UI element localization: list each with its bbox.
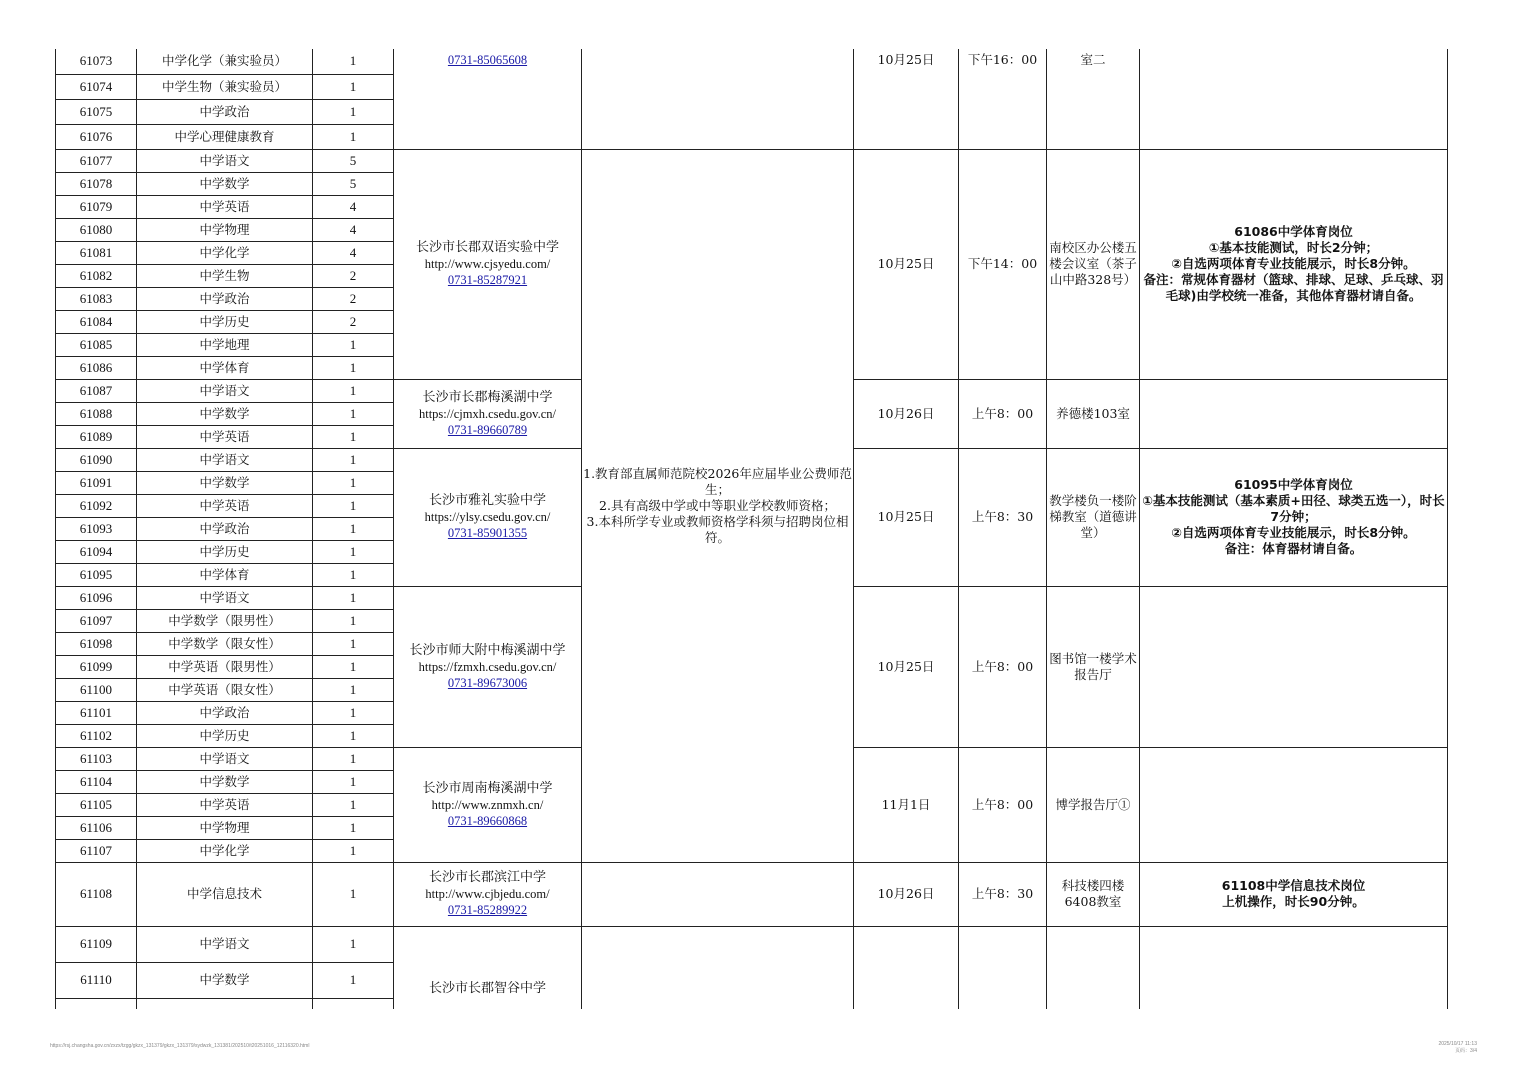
note-cell — [1140, 862, 1448, 926]
exam-venue: 养德楼103室 — [1047, 379, 1140, 448]
post-count: 1 — [313, 586, 394, 609]
school-cell — [394, 586, 582, 747]
post-subject: 中学语文 — [137, 379, 313, 402]
school-phone[interactable]: 0731-85065608 — [447, 53, 528, 67]
footer-datetime: 2025/10/17 11:13 — [1438, 1041, 1477, 1047]
post-code: 61092 — [56, 494, 137, 517]
post-code: 61090 — [56, 448, 137, 471]
post-count: 1 — [313, 678, 394, 701]
post-count: 1 — [313, 99, 394, 124]
post-code: 61083 — [56, 287, 137, 310]
post-subject: 中学语文 — [137, 926, 313, 962]
post-subject: 中学化学 — [137, 241, 313, 264]
post-code: 61093 — [56, 517, 137, 540]
post-count — [313, 998, 394, 1009]
exam-time: 上午8：30 — [959, 448, 1047, 586]
post-subject: 中学生物 — [137, 264, 313, 287]
post-code: 61091 — [56, 471, 137, 494]
post-code: 61076 — [56, 124, 137, 149]
post-subject: 中学化学（兼实验员） — [137, 49, 313, 74]
post-count: 1 — [313, 724, 394, 747]
post-code: 61102 — [56, 724, 137, 747]
school-cell — [394, 862, 582, 926]
exam-date: 10月25日 — [854, 149, 959, 379]
school-url[interactable]: https://cjmxh.csedu.gov.cn/ — [418, 406, 557, 421]
exam-date: 10月25日 — [854, 586, 959, 747]
post-subject: 中学英语 — [137, 195, 313, 218]
post-count: 4 — [313, 195, 394, 218]
post-subject: 中学政治 — [137, 99, 313, 124]
post-count: 1 — [313, 962, 394, 998]
exam-time — [959, 926, 1047, 1009]
exam-date: 10月26日 — [854, 379, 959, 448]
school-url[interactable]: http://www.cjsyedu.com/ — [424, 257, 551, 271]
school-name: 长沙市长郡滨江中学 — [428, 870, 546, 885]
post-count: 1 — [313, 124, 394, 149]
exam-venue: 教学楼负一楼阶梯教室（道德讲堂） — [1047, 448, 1140, 586]
requirement-item: 2.具有高级中学或中等职业学校教师资格； — [599, 497, 836, 513]
school-cell — [394, 379, 582, 448]
post-code: 61096 — [56, 586, 137, 609]
post-count: 1 — [313, 448, 394, 471]
post-code: 61075 — [56, 99, 137, 124]
post-subject: 中学心理健康教育 — [137, 124, 313, 149]
post-code: 61086 — [56, 356, 137, 379]
requirement-item: 3.本科所学专业或教师资格学科须与招聘岗位相符。 — [586, 513, 849, 545]
post-code: 61081 — [56, 241, 137, 264]
post-count: 1 — [313, 793, 394, 816]
school-cell — [394, 747, 582, 862]
post-code: 61097 — [56, 609, 137, 632]
requirement-item: 1.教育部直属师范院校2026年应届毕业公费师范生； — [583, 465, 852, 497]
post-count: 1 — [313, 74, 394, 99]
post-subject: 中学政治 — [137, 517, 313, 540]
post-code: 61094 — [56, 540, 137, 563]
post-subject: 中学数学（限女性） — [137, 632, 313, 655]
note-line: 备注：体育器材请自备。 — [1224, 541, 1363, 556]
requirements-cell — [582, 926, 854, 1009]
school-phone[interactable]: 0731-85901355 — [447, 526, 528, 540]
note-title: 61108中学信息技术岗位 — [1221, 878, 1366, 893]
post-subject: 中学英语 — [137, 425, 313, 448]
exam-venue: 室二 — [1047, 49, 1140, 149]
school-phone[interactable]: 0731-85289922 — [447, 903, 528, 917]
requirements-cell — [582, 149, 854, 862]
school-phone[interactable]: 0731-89673006 — [447, 675, 528, 690]
post-count: 4 — [313, 218, 394, 241]
post-subject: 中学物理 — [137, 218, 313, 241]
note-cell — [1140, 379, 1448, 448]
exam-time: 上午8：00 — [959, 586, 1047, 747]
post-count: 2 — [313, 287, 394, 310]
post-subject: 中学物理 — [137, 816, 313, 839]
post-subject: 中学语文 — [137, 149, 313, 172]
post-count: 1 — [313, 471, 394, 494]
post-subject: 中学英语（限男性） — [137, 655, 313, 678]
post-count: 5 — [313, 172, 394, 195]
post-count: 1 — [313, 402, 394, 425]
post-code: 61085 — [56, 333, 137, 356]
requirements-cell — [582, 862, 854, 926]
note-cell — [1140, 586, 1448, 747]
requirements-cell — [582, 49, 854, 149]
post-subject — [137, 998, 313, 1009]
post-count: 1 — [313, 540, 394, 563]
post-count: 1 — [313, 816, 394, 839]
school-name: 长沙市师大附中梅溪湖中学 — [409, 642, 566, 658]
post-count: 4 — [313, 241, 394, 264]
post-code: 61074 — [56, 74, 137, 99]
post-code: 61084 — [56, 310, 137, 333]
exam-date: 10月26日 — [854, 862, 959, 926]
post-code: 61100 — [56, 678, 137, 701]
post-code: 61079 — [56, 195, 137, 218]
post-count: 1 — [313, 701, 394, 724]
post-subject: 中学体育 — [137, 563, 313, 586]
post-subject: 中学历史 — [137, 724, 313, 747]
note-cell — [1140, 448, 1448, 586]
post-subject: 中学化学 — [137, 839, 313, 862]
post-code: 61099 — [56, 655, 137, 678]
post-count: 1 — [313, 356, 394, 379]
post-code: 61106 — [56, 816, 137, 839]
post-subject: 中学数学 — [137, 962, 313, 998]
post-code: 61110 — [56, 962, 137, 998]
post-subject: 中学英语（限女性） — [137, 678, 313, 701]
post-count: 1 — [313, 333, 394, 356]
post-subject: 中学历史 — [137, 540, 313, 563]
post-code: 61073 — [56, 49, 137, 74]
school-cell — [394, 149, 582, 379]
note-line: ②自选两项体育专业技能展示，时长8分钟。 — [1171, 256, 1416, 271]
post-count: 2 — [313, 310, 394, 333]
post-count: 1 — [313, 862, 394, 926]
post-subject: 中学英语 — [137, 494, 313, 517]
school-url[interactable]: http://www.cjbjedu.com/ — [425, 887, 550, 901]
post-count: 1 — [313, 517, 394, 540]
note-line: ①基本技能测试，时长2分钟； — [1208, 240, 1379, 255]
post-code: 61108 — [56, 862, 137, 926]
exam-venue — [1047, 926, 1140, 1009]
post-code: 61105 — [56, 793, 137, 816]
school-url[interactable]: http://www.znmxh.cn/ — [431, 797, 544, 812]
school-name: 长沙市雅礼实验中学 — [428, 493, 546, 508]
post-code: 61109 — [56, 926, 137, 962]
post-subject: 中学英语 — [137, 793, 313, 816]
post-subject: 中学信息技术 — [137, 862, 313, 926]
school-cell — [394, 448, 582, 586]
school-url[interactable]: https://fzmxh.csedu.gov.cn/ — [418, 659, 557, 674]
post-subject: 中学数学（限男性） — [137, 609, 313, 632]
post-count: 1 — [313, 49, 394, 74]
post-subject: 中学语文 — [137, 586, 313, 609]
school-phone[interactable]: 0731-85287921 — [447, 273, 528, 287]
post-code: 61080 — [56, 218, 137, 241]
exam-date: 10月25日 — [854, 49, 959, 149]
exam-venue: 图书馆一楼学术报告厅 — [1047, 586, 1140, 747]
recruitment-table — [55, 49, 1448, 1009]
note-title: 61095中学体育岗位 — [1234, 477, 1353, 492]
post-code — [56, 998, 137, 1009]
school-name: 长沙市长郡梅溪湖中学 — [422, 389, 553, 405]
post-count: 1 — [313, 839, 394, 862]
footer-url[interactable]: https://rsj.changsha.gov.cn/zxzx/tzgg/gkzx_131379/gkzx_131379/sydwzk_131381/202510/t20251016_12116320.html — [50, 1043, 310, 1049]
post-count: 1 — [313, 425, 394, 448]
post-count: 1 — [313, 632, 394, 655]
note-cell — [1140, 747, 1448, 862]
post-subject: 中学数学 — [137, 770, 313, 793]
post-subject: 中学生物（兼实验员） — [137, 74, 313, 99]
school-phone[interactable]: 0731-89660868 — [447, 813, 528, 828]
post-code: 61087 — [56, 379, 137, 402]
exam-time: 上午8：00 — [959, 379, 1047, 448]
post-count: 1 — [313, 609, 394, 632]
exam-date: 10月25日 — [854, 448, 959, 586]
post-code: 61082 — [56, 264, 137, 287]
post-subject: 中学数学 — [137, 172, 313, 195]
post-subject: 中学语文 — [137, 747, 313, 770]
footer-page: 页码：3/4 — [1455, 1048, 1477, 1054]
school-name: 长沙市长郡双语实验中学 — [415, 240, 559, 255]
post-count: 1 — [313, 770, 394, 793]
post-code: 61078 — [56, 172, 137, 195]
post-count: 2 — [313, 264, 394, 287]
exam-venue: 南校区办公楼五楼会议室（茶子山中路328号） — [1047, 149, 1140, 379]
post-subject: 中学数学 — [137, 402, 313, 425]
post-code: 61088 — [56, 402, 137, 425]
note-line: ②自选两项体育专业技能展示，时长8分钟。 — [1171, 525, 1416, 540]
exam-date: 11月1日 — [854, 747, 959, 862]
note-line: 上机操作，时长90分钟。 — [1222, 894, 1365, 909]
school-phone[interactable]: 0731-89660789 — [447, 422, 528, 437]
note-line: ①基本技能测试（基本素质+田径、球类五选一），时长7分钟； — [1142, 493, 1445, 524]
post-subject: 中学语文 — [137, 448, 313, 471]
exam-time: 上午8：00 — [959, 747, 1047, 862]
post-count: 1 — [313, 655, 394, 678]
post-subject: 中学政治 — [137, 287, 313, 310]
post-code: 61107 — [56, 839, 137, 862]
school-cell — [394, 926, 582, 1009]
post-count: 1 — [313, 926, 394, 962]
post-subject: 中学地理 — [137, 333, 313, 356]
note-line: 备注：常规体育器材（篮球、排球、足球、乒乓球、羽毛球)由学校统一准备，其他体育器材请自备。 — [1143, 272, 1444, 303]
exam-date — [854, 926, 959, 1009]
post-subject: 中学历史 — [137, 310, 313, 333]
post-code: 61098 — [56, 632, 137, 655]
school-name: 长沙市周南梅溪湖中学 — [422, 780, 553, 796]
exam-time: 上午8：30 — [959, 862, 1047, 926]
note-title: 61086中学体育岗位 — [1234, 224, 1353, 239]
school-name: 长沙市长郡智谷中学 — [428, 981, 546, 996]
post-code: 61095 — [56, 563, 137, 586]
post-count: 1 — [313, 494, 394, 517]
post-code: 61103 — [56, 747, 137, 770]
post-count: 5 — [313, 149, 394, 172]
post-count: 1 — [313, 563, 394, 586]
exam-venue: 博学报告厅① — [1047, 747, 1140, 862]
post-code: 61101 — [56, 701, 137, 724]
footer-meta — [1438, 1041, 1477, 1055]
post-count: 1 — [313, 379, 394, 402]
school-cell — [394, 49, 582, 149]
post-code: 61104 — [56, 770, 137, 793]
post-subject: 中学数学 — [137, 471, 313, 494]
exam-time: 下午14：00 — [959, 149, 1047, 379]
exam-venue: 科技楼四楼6408教室 — [1047, 862, 1140, 926]
post-count: 1 — [313, 747, 394, 770]
exam-time: 下午16：00 — [959, 49, 1047, 149]
post-code: 61077 — [56, 149, 137, 172]
note-cell — [1140, 926, 1448, 1009]
post-subject: 中学政治 — [137, 701, 313, 724]
note-cell — [1140, 49, 1448, 149]
note-cell — [1140, 149, 1448, 379]
school-url[interactable]: https://ylsy.csedu.gov.cn/ — [424, 510, 551, 524]
post-subject: 中学体育 — [137, 356, 313, 379]
post-code: 61089 — [56, 425, 137, 448]
